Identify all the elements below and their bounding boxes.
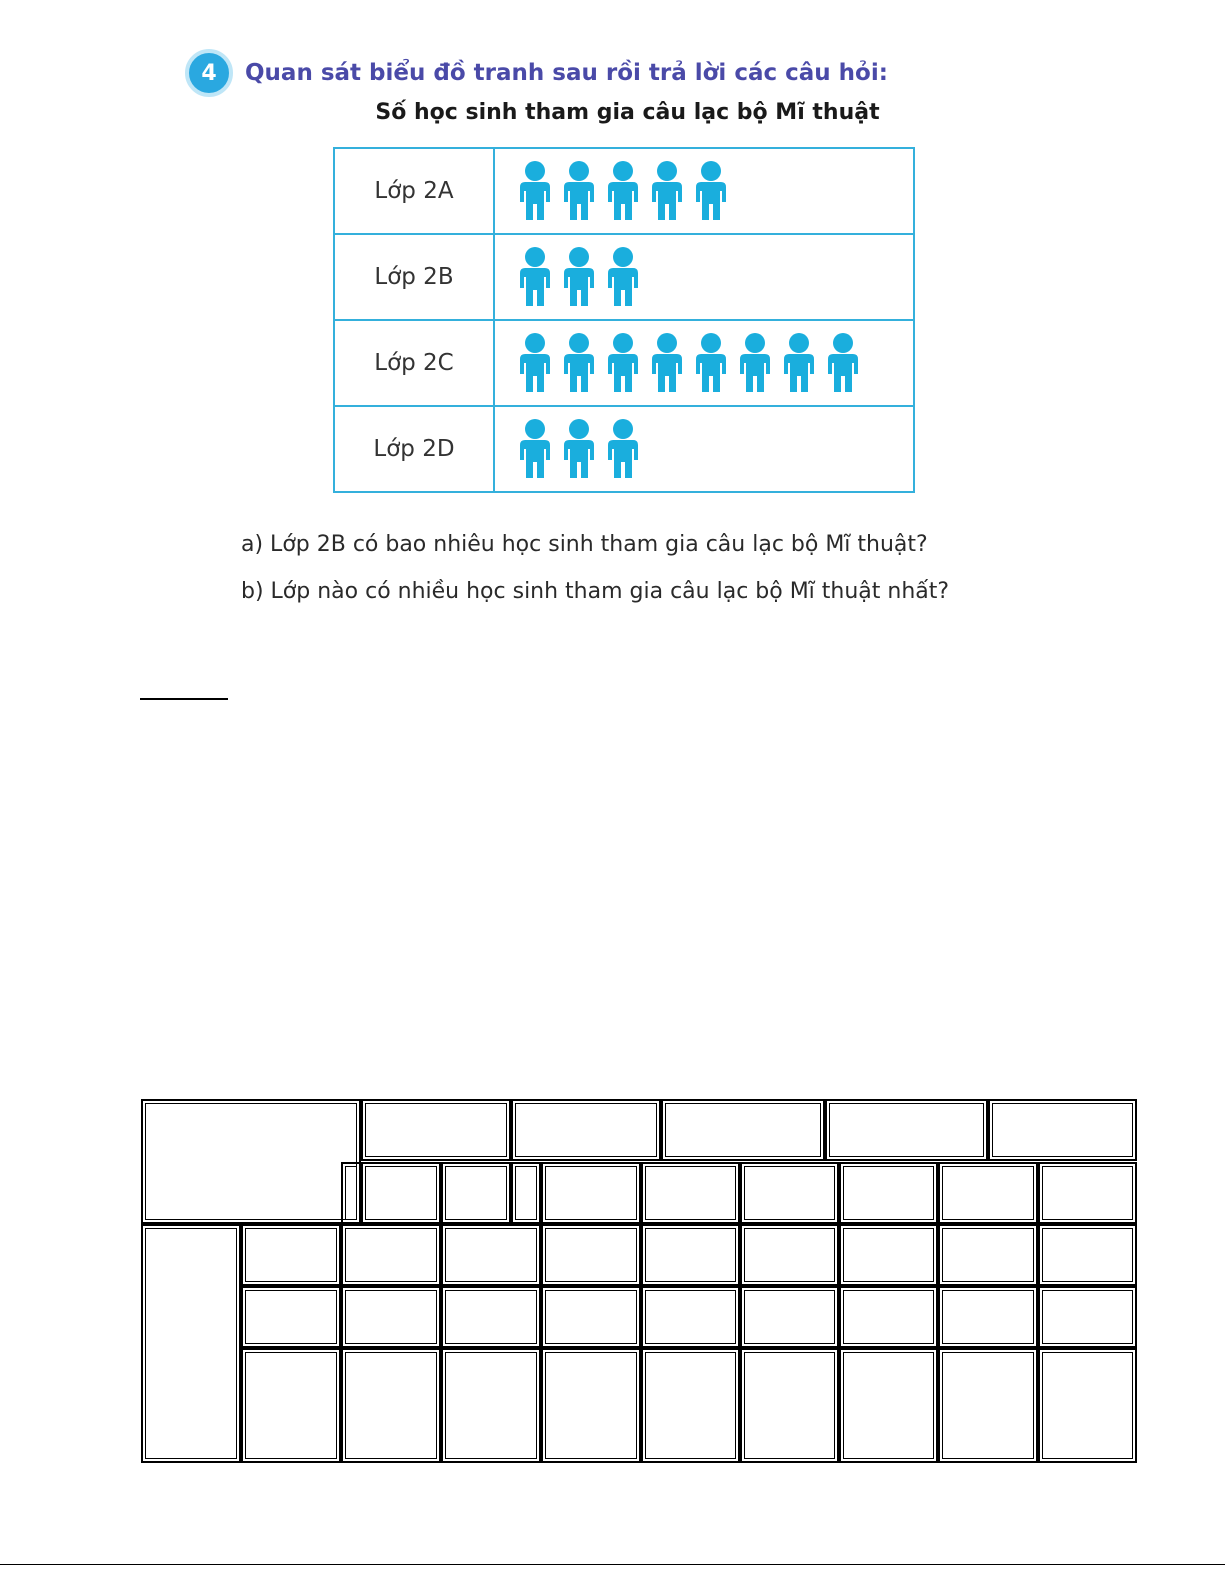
grid-cell — [938, 1224, 1038, 1286]
person-icon — [561, 160, 597, 222]
question-b: b) Lớp nào có nhiều học sinh tham gia câu lạc bộ Mĩ thuật nhất? — [241, 579, 950, 604]
grid-cell — [541, 1348, 641, 1463]
grid-cell — [441, 1162, 511, 1224]
person-icon — [561, 246, 597, 308]
person-icon — [649, 332, 685, 394]
person-icon — [825, 332, 861, 394]
grid-cell — [1038, 1286, 1137, 1348]
person-icon — [517, 418, 553, 480]
person-icon — [693, 332, 729, 394]
grid-cell — [740, 1286, 839, 1348]
person-icon — [605, 332, 641, 394]
grid-cell — [241, 1224, 341, 1286]
grid-cell — [641, 1348, 740, 1463]
pictograph-row — [334, 234, 914, 320]
grid-cell — [341, 1162, 361, 1224]
grid-cell — [740, 1162, 839, 1224]
category-label: Lớp 2C — [334, 320, 494, 406]
exercise-instruction: Quan sát biểu đồ tranh sau rồi trả lời các câu hỏi: — [245, 60, 888, 86]
grid-cell — [1038, 1224, 1137, 1286]
grid-cell — [938, 1348, 1038, 1463]
grid-cell — [839, 1286, 938, 1348]
icon-cell — [494, 148, 914, 234]
chart-title: Số học sinh tham gia câu lạc bộ Mĩ thuật — [375, 100, 880, 125]
grid-cell — [541, 1286, 641, 1348]
page-bottom-rule — [0, 1564, 1225, 1565]
grid-cell — [839, 1348, 938, 1463]
grid-cell — [511, 1099, 661, 1161]
pictograph-row — [334, 320, 914, 406]
grid-cell — [938, 1286, 1038, 1348]
grid-cell — [740, 1348, 839, 1463]
grid-cell — [441, 1224, 541, 1286]
grid-cell — [361, 1099, 511, 1161]
answer-underline — [140, 698, 228, 700]
pictograph-row — [334, 148, 914, 234]
grid-cell — [441, 1286, 541, 1348]
grid-cell — [641, 1162, 740, 1224]
grid-cell — [641, 1286, 740, 1348]
person-icon — [781, 332, 817, 394]
person-icon — [561, 418, 597, 480]
person-icon — [517, 332, 553, 394]
grid-cell — [341, 1348, 441, 1463]
exercise-header — [185, 48, 888, 98]
person-icon — [693, 160, 729, 222]
grid-cell — [988, 1099, 1137, 1161]
grid-cell — [938, 1162, 1038, 1224]
icon-cell — [494, 406, 914, 492]
answer-grid — [141, 1099, 1137, 1463]
grid-cell — [740, 1224, 839, 1286]
grid-cell — [1038, 1162, 1137, 1224]
person-icon — [517, 160, 553, 222]
category-label: Lớp 2A — [334, 148, 494, 234]
category-label: Lớp 2D — [334, 406, 494, 492]
grid-cell — [541, 1224, 641, 1286]
icon-cell — [494, 320, 914, 406]
grid-cell — [361, 1162, 441, 1224]
grid-cell — [1038, 1348, 1137, 1463]
question-a: a) Lớp 2B có bao nhiêu học sinh tham gia câu lạc bộ Mĩ thuật? — [241, 532, 928, 557]
grid-cell — [511, 1162, 541, 1224]
grid-cell — [441, 1348, 541, 1463]
person-icon — [517, 246, 553, 308]
grid-cell — [241, 1348, 341, 1463]
grid-cell — [641, 1224, 740, 1286]
grid-cell — [241, 1286, 341, 1348]
grid-cell — [825, 1099, 988, 1161]
icon-cell — [494, 234, 914, 320]
pictograph-table — [333, 147, 915, 493]
grid-cell — [541, 1162, 641, 1224]
category-label: Lớp 2B — [334, 234, 494, 320]
grid-cell — [661, 1099, 825, 1161]
grid-cell — [141, 1099, 361, 1224]
grid-cell — [341, 1286, 441, 1348]
person-icon — [737, 332, 773, 394]
grid-cell — [839, 1224, 938, 1286]
person-icon — [605, 160, 641, 222]
grid-cell — [341, 1224, 441, 1286]
person-icon — [561, 332, 597, 394]
person-icon — [649, 160, 685, 222]
pictograph — [333, 147, 915, 493]
exercise-number-badge: 4 — [185, 49, 233, 97]
pictograph-row — [334, 406, 914, 492]
grid-cell — [839, 1162, 938, 1224]
person-icon — [605, 246, 641, 308]
grid-cell — [141, 1224, 241, 1463]
person-icon — [605, 418, 641, 480]
